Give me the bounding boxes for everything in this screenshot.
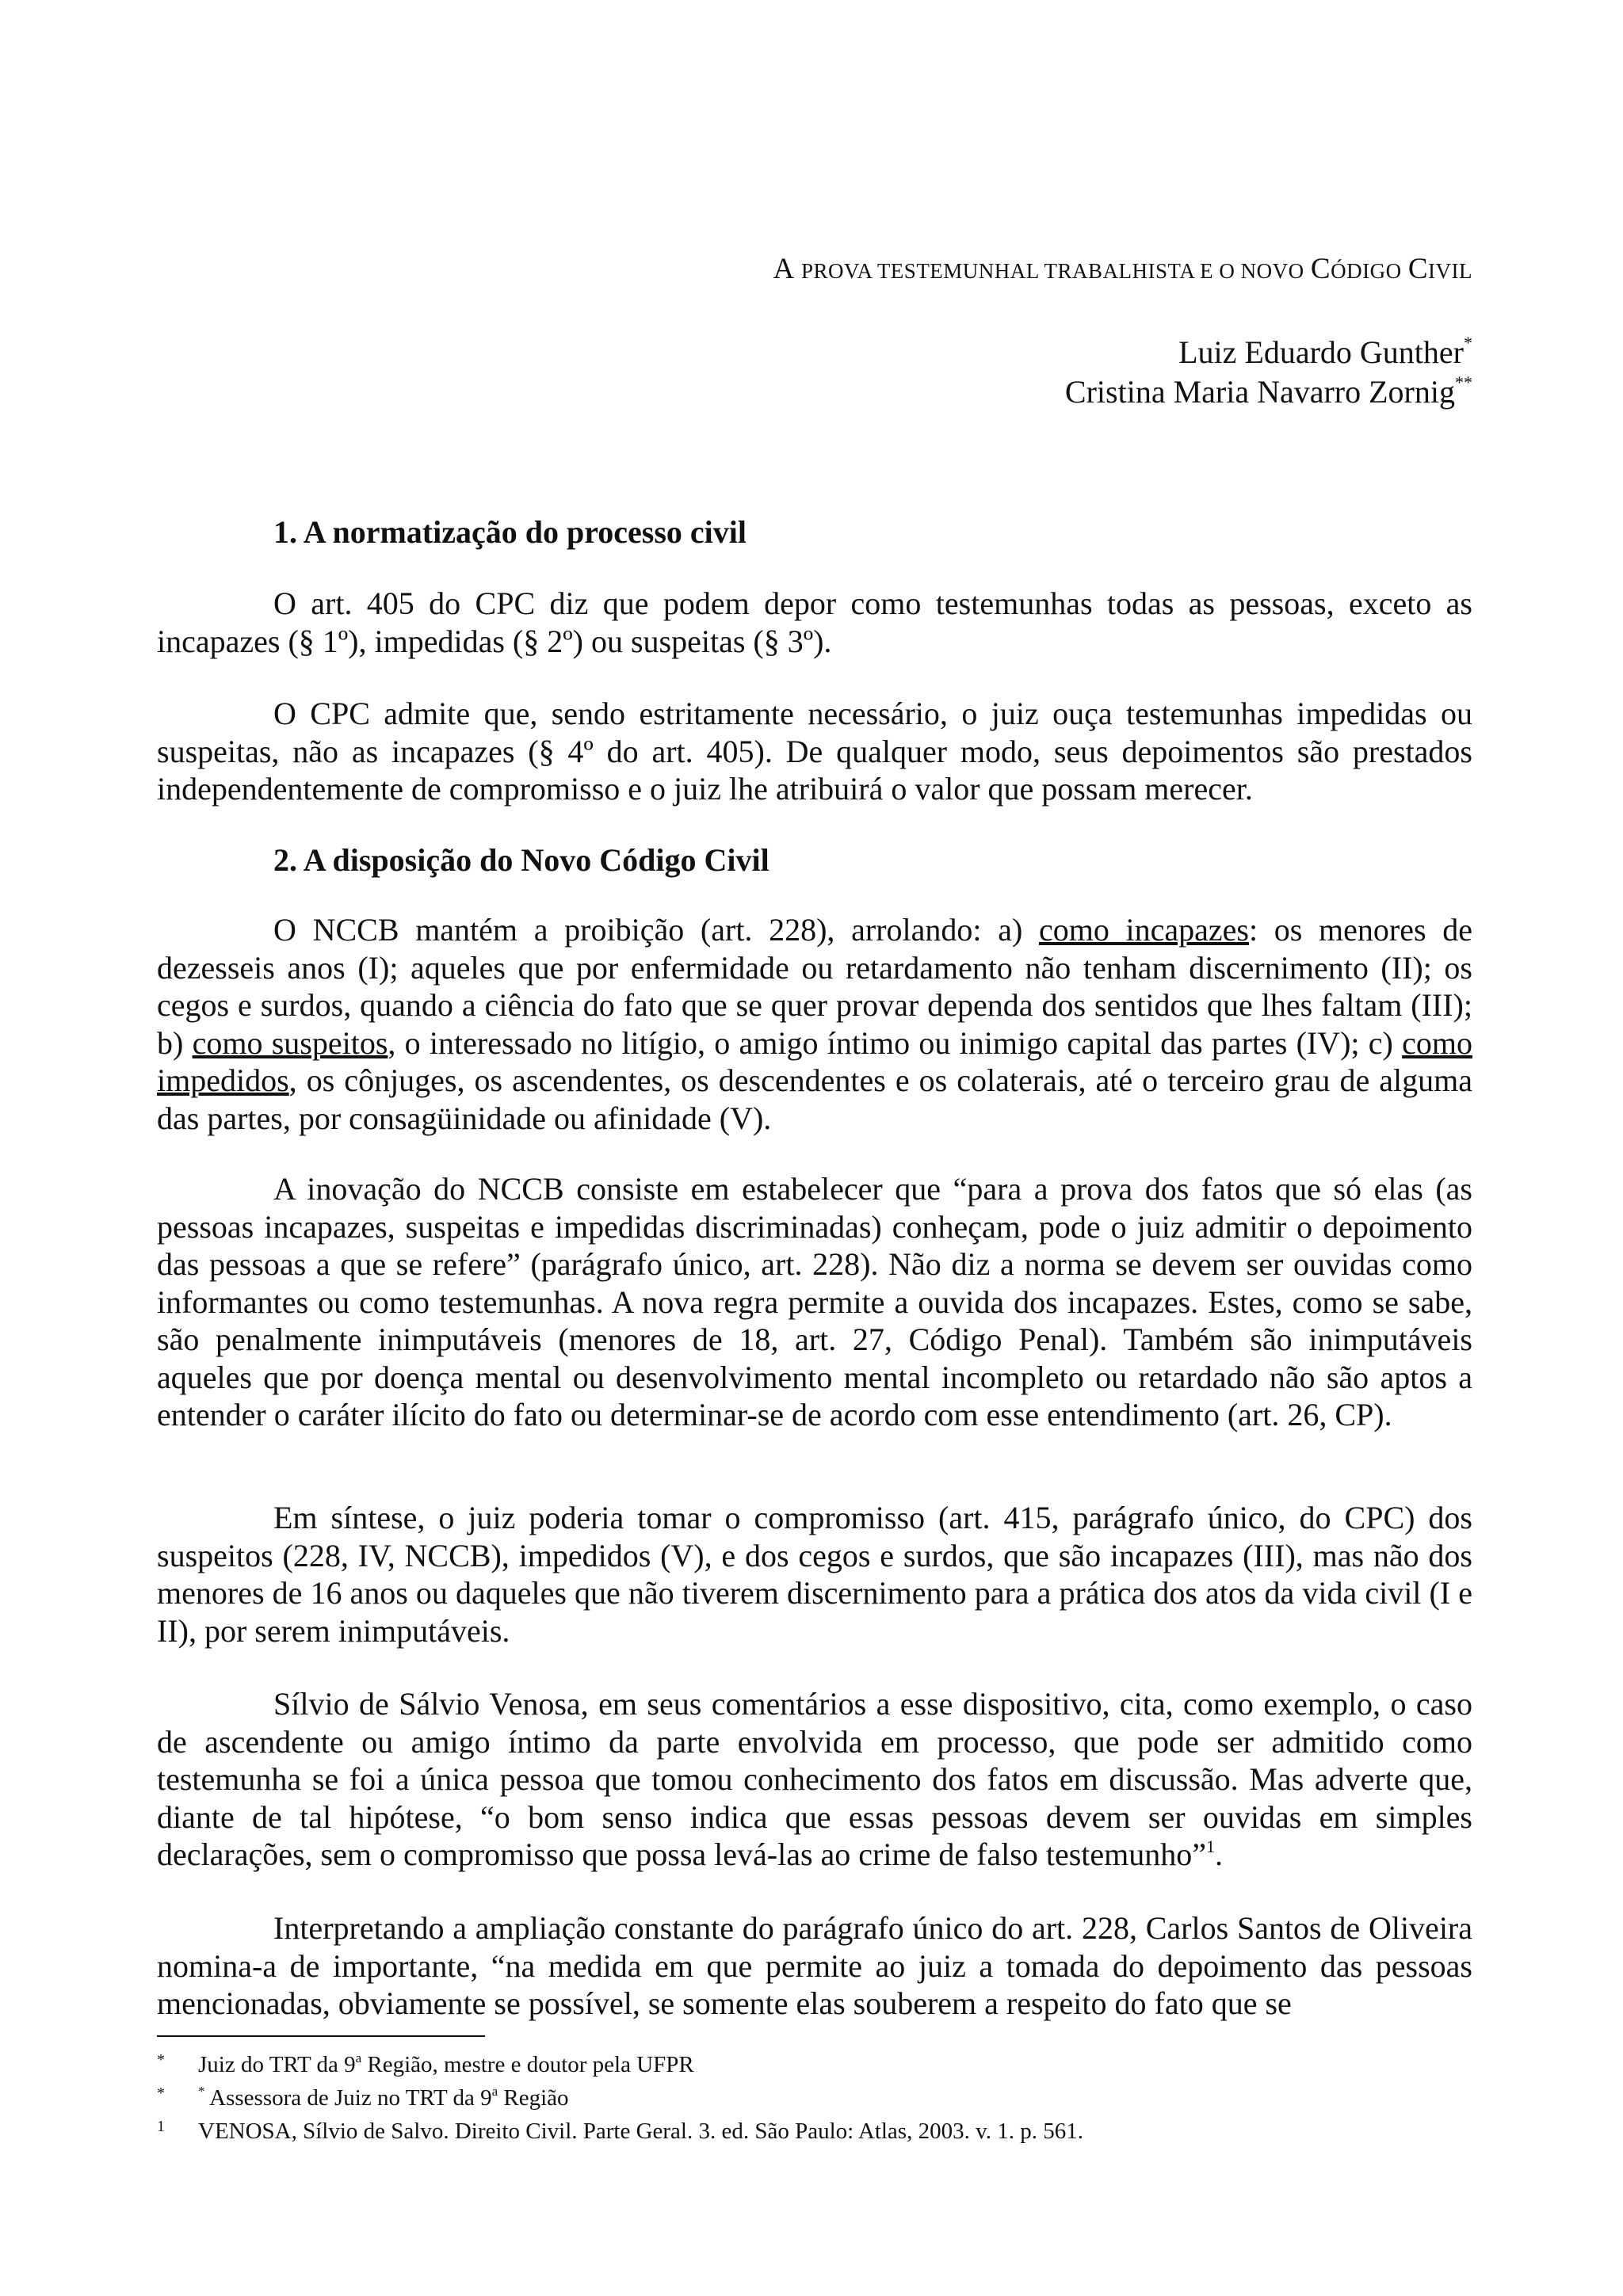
author-line: Cristina Maria Navarro Zornig**	[1064, 372, 1472, 410]
document-page: A PROVA TESTEMUNHAL TRABALHISTA E O NOVO CÓDIGO CIVIL Luiz Eduardo Gunther* Cristina Maria Navarro Zornig** 1. A normatização do processo civil O art. 405 do CPC diz que podem depor como testemunhas todas as pessoas, exceto as incapazes (§ 1º), impedidas (§ 2º) ou suspeitas (§ 3º). O CPC admite que, sendo estritamente necessário, o juiz ouça testemunhas impedidas ou suspeitas, não as incapazes (§ 4º do art. 405). De qualquer modo, seus depoimentos são prestados independentemente de compromisso e o juiz lhe atribuirá o valor que possam merecer. 2. A disposição do Novo Código Civil O NCCB mantém a proibição (art. 228), arrolando: a) como incapazes: os menores de dezesseis anos (I); aqueles que por enfermidade ou retardamento não tenham discernimento (II); os cegos e surdos, quando a ciência do fato que se quer provar dependa dos sentidos que lhes faltam (III); b) como suspeitos, o interessado no litígio, o amigo íntimo ou inimigo capital das partes (IV); c) como impedidos, os cônjuges, os ascendentes, os descendentes e os colaterais, até o terceiro grau de alguma das partes, por consagüinidade ou afinidade (V). A inovação do NCCB consiste em estabelecer que “para a prova dos fatos que só elas (as pessoas incapazes, suspeitas e impedidas discriminadas) conheçam, pode o juiz admitir o depoimento das pessoas a que se refere” (parágrafo único, art. 228). Não diz a norma se devem ser ouvidas como informantes ou como testemunhas. A nova regra permite a ouvida dos incapazes. Estes, como se sabe, são penalmente inimputáveis (menores de 18, art. 27, Código Penal). Também são inimputáveis aqueles que por doença mental ou desenvolvimento mental incompleto ou retardado não são aptos a entender o caráter ilícito do fato ou determinar-se de acordo com esse entendimento (art. 26, CP). Em síntese, o juiz poderia tomar o compromisso (art. 415, parágrafo único, do CPC) dos suspeitos (228, IV, NCCB), impedidos (V), e dos cegos e surdos, que são incapazes (III), mas não dos menores de 16 anos ou daqueles que não tiverem discernimento para a prática dos atos da vida civil (I e II), por serem inimputáveis. Sílvio de Sálvio Venosa, em seus comentários a esse dispositivo, cita, como exemplo, o caso de ascendente ou amigo íntimo da parte envolvida em processo, que pode ser admitido como testemunha se foi a única pessoa que tomou conhecimento dos fatos em discussão. Mas adverte que, diante de tal hipótese, “o bom senso indica que essas pessoas devem ser ouvidas em simples declarações, sem o compromisso que possa levá-las ao crime de falso testemunho”$^1$. Interpretando a ampliação constante do parágrafo único do art. 228, Carlos Santos de Oliveira nomina-a de importante, “na medida em que permite ao juiz a tomada do depoimento das pessoas mencionadas, obviamente se possível, se somente elas souberem a respeito do fato que se * Juiz do TRT da 9$^a$ Região, mestre e doutor pela UFPR * * Assessora de Juiz no TRT da 9$^a$ Região 1 VENOSA, Sílvio de Salvo. Direito Civil. Parte Geral. 3. ed. São Paulo: Atlas, 2003. v. 1. p. 561.	[0, 0, 1623, 2296]
document-title: A PROVA TESTEMUNHAL TRABALHISTA E O NOVO CÓDIGO CIVIL	[773, 253, 1472, 285]
author-block	[0, 333, 1472, 412]
paragraph: O CPC admite que, sendo estritamente necessário, o juiz ouça testemunhas impedidas ou suspeitas, não as incapazes (§ 4º do art. 405). De qualquer modo, seus depoimentos são prestados independentemente de compromisso e o juiz lhe atribuirá o valor que possam merecer.	[157, 696, 1472, 807]
paragraph: Sílvio de Sálvio Venosa, em seus comentários a esse dispositivo, cita, como exemplo, o caso de ascendente ou amigo íntimo da parte envolvida em processo, que pode ser admitido como testemunha se foi a única pessoa que tomou conhecimento dos fatos em discussão. Mas adverte que, diante de tal hipótese, “o bom senso indica que essas pessoas devem ser ouvidas em simples declarações, sem o compromisso que possa levá-las ao crime de falso testemunho”$^1$.	[157, 1686, 1472, 1872]
section-heading: 1. A normatização do processo civil	[273, 514, 747, 550]
paragraph: O NCCB mantém a proibição (art. 228), arrolando: a) como incapazes: os menores de dezesseis anos (I); aqueles que por enfermidade ou retardamento não tenham discernimento (II); os cegos e surdos, quando a ciência do fato que se quer provar dependa dos sentidos que lhes faltam (III); b) como suspeitos, o interessado no litígio, o amigo íntimo ou inimigo capital das partes (IV); c) como impedidos, os cônjuges, os ascendentes, os descendentes e os colaterais, até o terceiro grau de alguma das partes, por consagüinidade ou afinidade (V).	[157, 912, 1473, 1136]
paragraph: Em síntese, o juiz poderia tomar o compromisso (art. 415, parágrafo único, do CPC) dos suspeitos (228, IV, NCCB), impedidos (V), e dos cegos e surdos, que são incapazes (III), mas não dos menores de 16 anos ou daqueles que não tiverem discernimento para a prática dos atos da vida civil (I e II), por serem inimputáveis.	[157, 1500, 1472, 1649]
author-line: Luiz Eduardo Gunther*	[1178, 333, 1472, 370]
footnote-separator	[157, 2035, 485, 2037]
paragraph: Interpretando a ampliação constante do parágrafo único do art. 228, Carlos Santos de Oliveira nomina-a de importante, “na medida em que permite ao juiz a tomada do depoimento das pessoas mencionadas, obviamente se possível, se somente elas souberem a respeito do fato que se	[157, 1910, 1472, 2021]
paragraph: A inovação do NCCB consiste em estabelecer que “para a prova dos fatos que só elas (as pessoas incapazes, suspeitas e impedidas discriminadas) conheçam, pode o juiz admitir o depoimento das pessoas a que se refere” (parágrafo único, art. 228). Não diz a norma se devem ser ouvidas como informantes ou como testemunhas. A nova regra permite a ouvida dos incapazes. Estes, como se sabe, são penalmente inimputáveis (menores de 18, art. 27, Código Penal). Também são inimputáveis aqueles que por doença mental ou desenvolvimento mental incompleto ou retardado não são aptos a entender o caráter ilícito do fato ou determinar-se de acordo com esse entendimento (art. 26, CP).	[157, 1171, 1472, 1432]
section-heading: 2. A disposição do Novo Código Civil	[273, 842, 769, 878]
paragraph: O art. 405 do CPC diz que podem depor como testemunhas todas as pessoas, exceto as incapazes (§ 1º), impedidas (§ 2º) ou suspeitas (§ 3º).	[157, 585, 1472, 659]
